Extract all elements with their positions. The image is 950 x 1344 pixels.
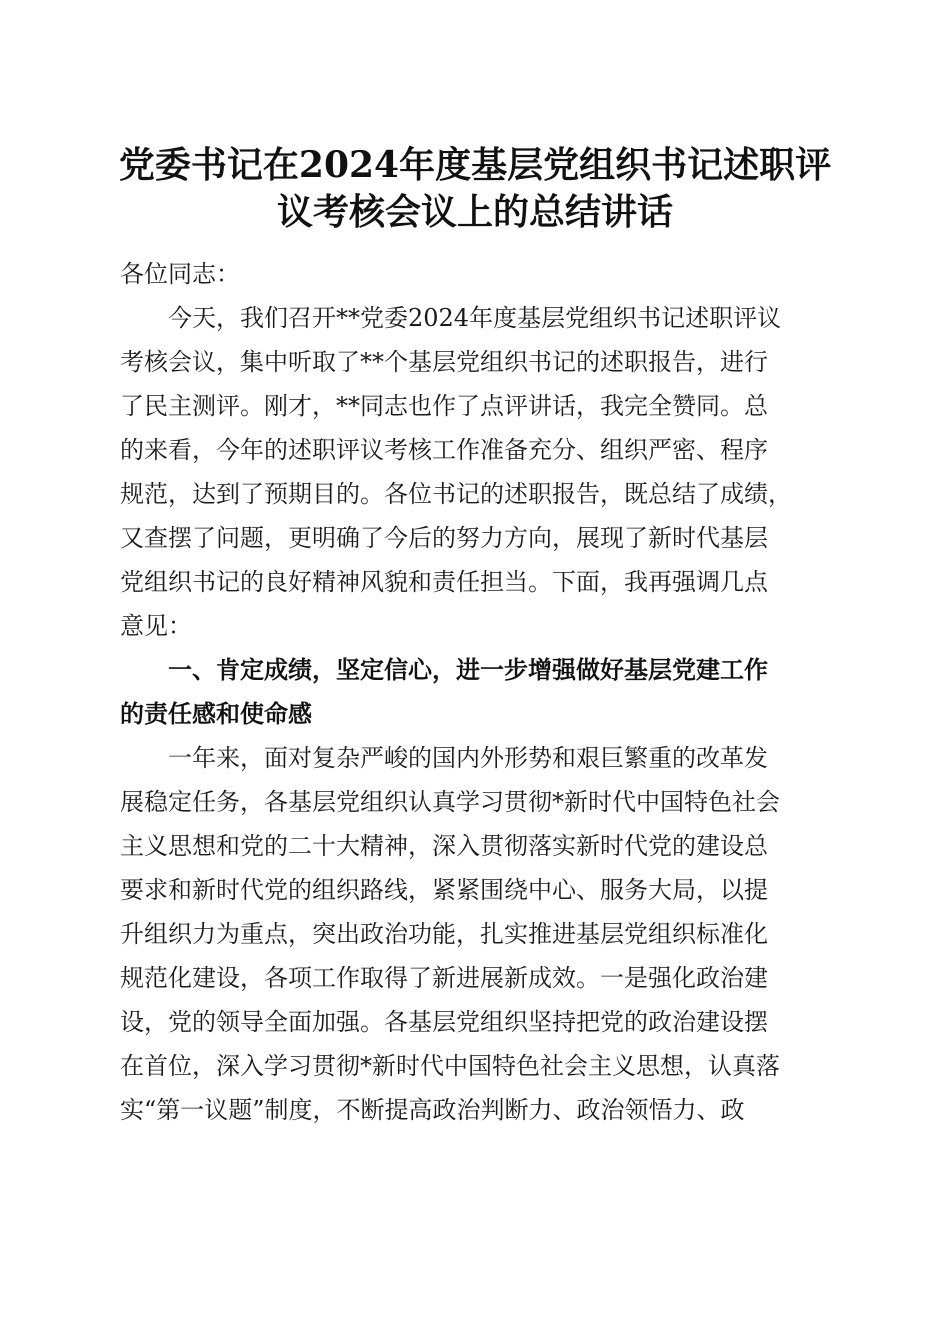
paragraph-line: 一年来，面对复杂严峻的国内外形势和艰巨繁重的改革发 [120,744,768,772]
paragraph-line: 意见： [120,612,192,640]
paragraph-opening [120,296,830,648]
paragraph-line: 党组织书记的良好精神风貌和责任担当。下面，我再强调几点 [120,568,768,596]
paragraph-line: 又查摆了问题，更明确了今后的努力方向，展现了新时代基层 [120,524,768,552]
heading-line: 一、肯定成绩，坚定信心，进一步增强做好基层党建工作 [120,656,768,684]
paragraph-line: 的来看，今年的述职评议考核工作准备充分、组织严密、程序 [120,436,768,464]
section-heading-1 [120,648,830,736]
document-title-line-2: 议考核会议上的总结讲话 [276,191,673,233]
paragraph-line: 今天，我们召开**党委2024年度基层党组织书记述职评议 [120,304,782,332]
document-title-line-1: 党委书记在2024年度基层党组织书记述职评 [118,144,832,186]
paragraph-line: 展稳定任务，各基层党组织认真学习贯彻*新时代中国特色社会 [120,788,780,816]
paragraph-line: 了民主测评。刚才，**同志也作了点评讲话，我完全赞同。总 [120,392,768,420]
document-body [120,252,830,1132]
salutation: 各位同志： [120,260,240,288]
heading-line: 的责任感和使命感 [120,700,312,728]
paragraph-line: 考核会议，集中听取了**个基层党组织书记的述职报告，进行 [120,348,768,376]
paragraph-line: 在首位，深入学习贯彻*新时代中国特色社会主义思想，认真落 [120,1052,780,1080]
paragraph-achievements [120,736,830,1132]
paragraph-line: 规范化建设，各项工作取得了新进展新成效。一是强化政治建 [120,964,768,992]
paragraph-line: 升组织力为重点，突出政治功能，扎实推进基层党组织标准化 [120,920,768,948]
paragraph-line: 实“第一议题”制度，不断提高政治判断力、政治领悟力、政 [120,1096,745,1124]
paragraph-line: 规范，达到了预期目的。各位书记的述职报告，既总结了成绩， [120,480,792,508]
paragraph-line: 要求和新时代党的组织路线，紧紧围绕中心、服务大局，以提 [120,876,768,904]
paragraph-line: 主义思想和党的二十大精神，深入贯彻落实新时代党的建设总 [120,832,768,860]
paragraph-line: 设，党的领导全面加强。各基层党组织坚持把党的政治建设摆 [120,1008,768,1036]
